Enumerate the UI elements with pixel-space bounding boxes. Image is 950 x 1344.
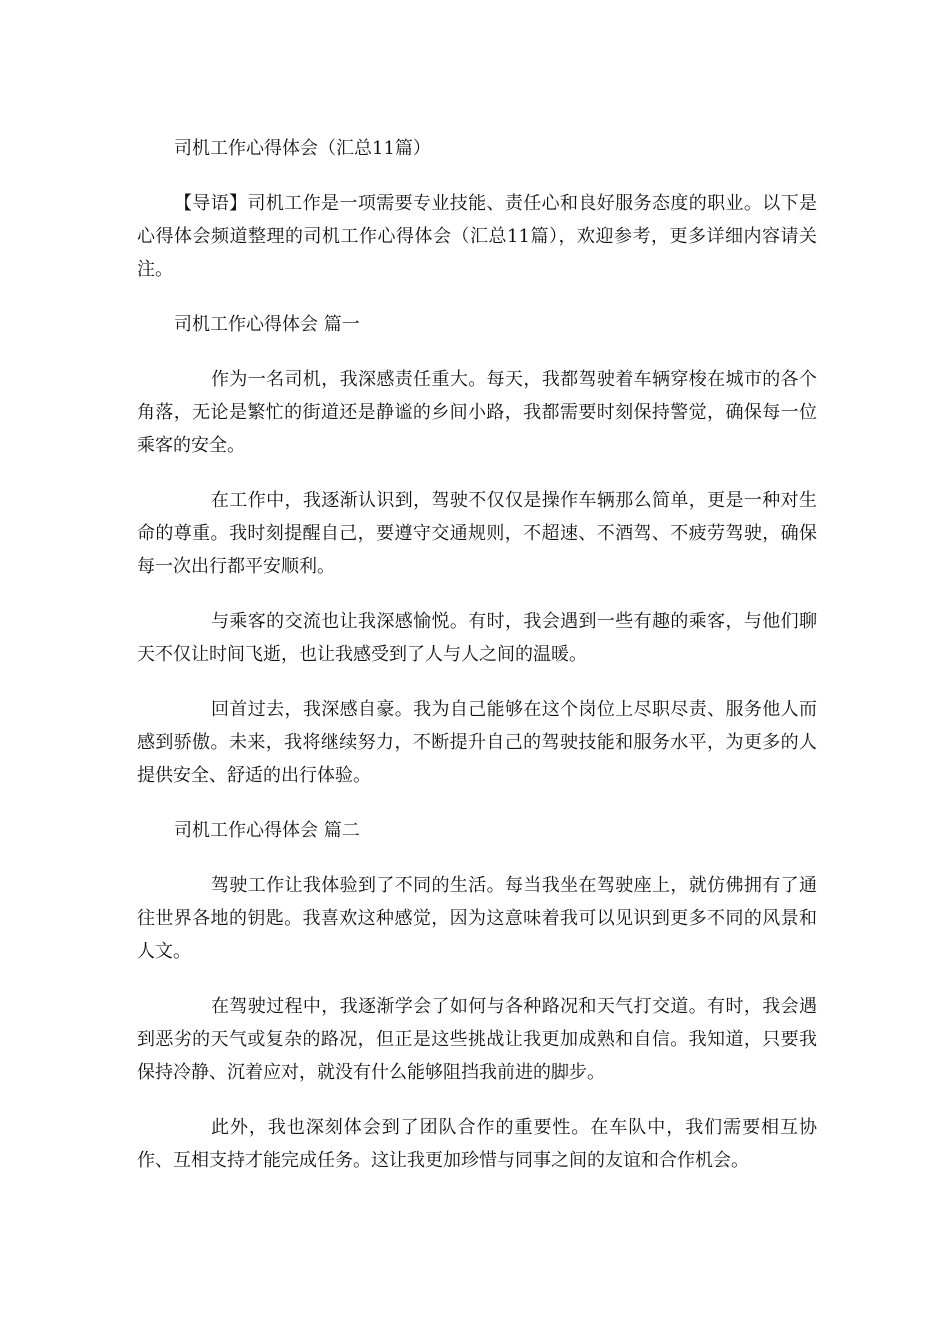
paragraph: 与乘客的交流也让我深感愉悦。有时，我会遇到一些有趣的乘客，与他们聊天不仅让时间飞逝，也让我感受到了人与人之间的温暖。 (137, 611, 817, 665)
paragraph: 作为一名司机，我深感责任重大。每天，我都驾驶着车辆穿梭在城市的各个角落，无论是繁忙的街道还是静谧的乡间小路，我都需要时刻保持警觉，确保每一位乘客的安全。 (137, 369, 817, 456)
paragraph: 此外，我也深刻体会到了团队合作的重要性。在车队中，我们需要相互协作、互相支持才能完成任务。这让我更加珍惜与同事之间的友谊和合作机会。 (137, 1117, 817, 1171)
paragraph: 驾驶工作让我体验到了不同的生活。每当我坐在驾驶座上，就仿佛拥有了通往世界各地的钥匙。我喜欢这种感觉，因为这意味着我可以见识到更多不同的风景和人文。 (137, 875, 817, 962)
intro-paragraph: 【导语】司机工作是一项需要专业技能、责任心和良好服务态度的职业。以下是心得体会频道整理的司机工作心得体会（汇总11篇），欢迎参考，更多详细内容请关注。 (137, 193, 817, 280)
document-body (137, 132, 817, 1177)
paragraph: 在驾驶过程中，我逐渐学会了如何与各种路况和天气打交道。有时，我会遇到恶劣的天气或复杂的路况，但正是这些挑战让我更加成熟和自信。我知道，只要我保持冷静、沉着应对，就没有什么能够阻挡我前进的脚步。 (137, 996, 817, 1083)
paragraph: 在工作中，我逐渐认识到，驾驶不仅仅是操作车辆那么简单，更是一种对生命的尊重。我时刻提醒自己，要遵守交通规则，不超速、不酒驾、不疲劳驾驶，确保每一次出行都平安顺利。 (137, 490, 817, 577)
paragraph: 回首过去，我深感自豪。我为自己能够在这个岗位上尽职尽责、服务他人而感到骄傲。未来，我将继续努力，不断提升自己的驾驶技能和服务水平，为更多的人提供安全、舒适的出行体验。 (137, 699, 817, 786)
section-heading-1: 司机工作心得体会 篇一 (174, 314, 360, 335)
document-title: 司机工作心得体会（汇总11篇） (174, 138, 431, 159)
section-heading-2: 司机工作心得体会 篇二 (174, 820, 360, 841)
